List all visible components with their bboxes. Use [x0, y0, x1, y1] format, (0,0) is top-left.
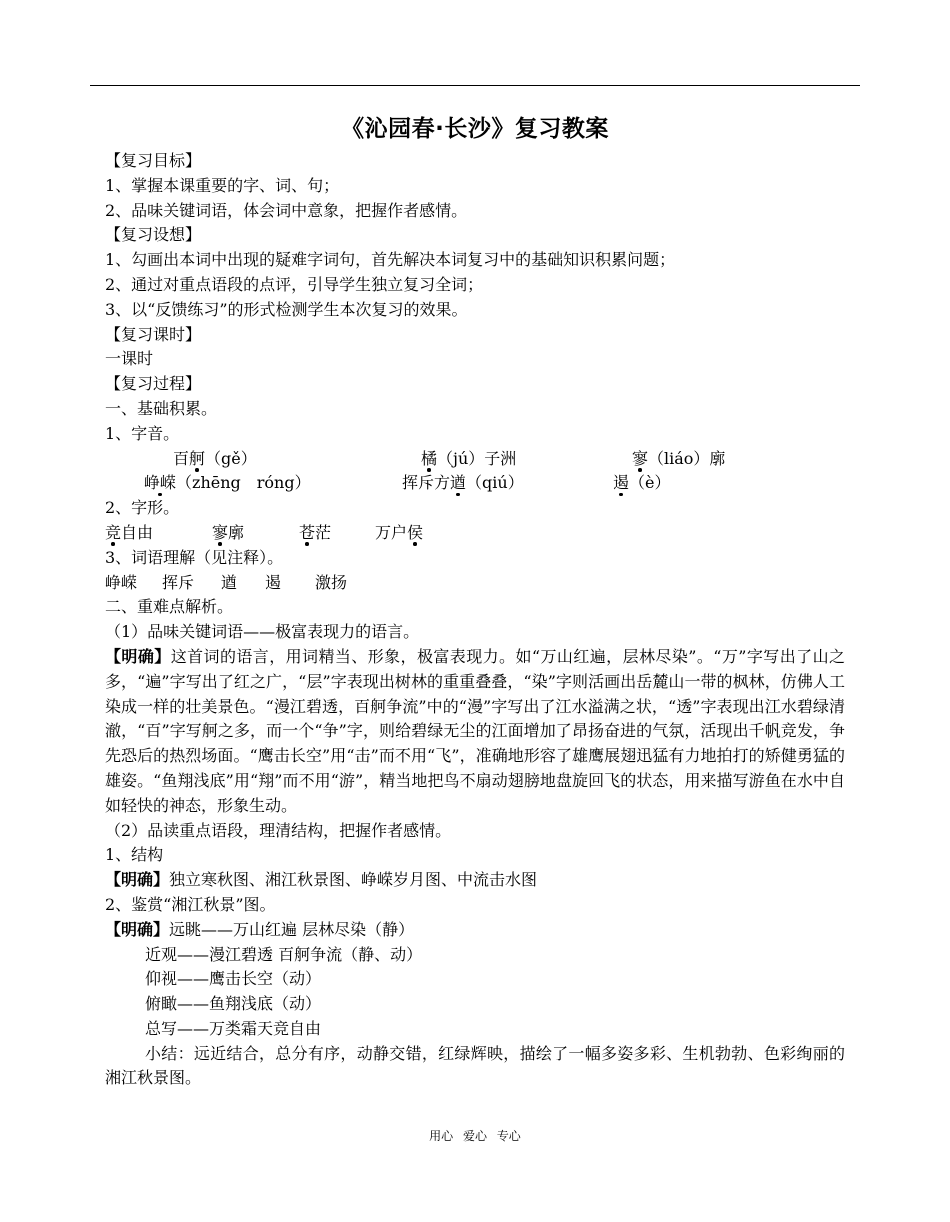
- subheading: 1、结构: [105, 845, 164, 865]
- vocabulary-word: 挥斥: [162, 572, 195, 592]
- question-heading: （1）品味关键词语——极富表现力的语言。: [105, 622, 420, 642]
- part-heading: 一、基础积累。: [105, 398, 218, 418]
- vocabulary-word: 遏: [265, 572, 282, 592]
- subheading: 3、词语理解（见注释）。: [105, 547, 284, 567]
- vocabulary-word: 激扬: [315, 572, 348, 592]
- lesson-count: 一课时: [105, 349, 154, 369]
- answer-line: 【明确】远眺——万山红遍 层林尽染（静）: [105, 919, 415, 939]
- goal-item: 2、品味关键词语，体会词中意象，把握作者感情。: [105, 200, 468, 220]
- view-line: 仰视——鹰击长空（动）: [145, 969, 322, 989]
- section-heading: 【复习过程】: [105, 374, 202, 394]
- subheading: 2、鉴赏“湘江秋景”图。: [105, 894, 276, 914]
- character-form-item: 竞自由: [105, 522, 154, 542]
- plan-item: 1、勾画出本词中出现的疑难字词句，首先解决本词复习中的基础知识积累问题；: [105, 250, 676, 270]
- subheading: 2、字形。: [105, 498, 180, 518]
- character-form-item: 万户侯: [375, 522, 424, 542]
- character-form-item: 寥廓: [212, 522, 245, 542]
- pronunciation-item: 寥（liáo）廓: [632, 448, 726, 468]
- pronunciation-row: [105, 471, 845, 496]
- pronunciation-item: 峥嵘（zhēng róng）: [144, 473, 311, 493]
- character-form-item: 苍茫: [299, 522, 332, 542]
- pronunciation-item: 百舸（gě）: [173, 448, 257, 468]
- pronunciation-item: 遏（è）: [613, 473, 671, 493]
- section-heading: 【复习目标】: [105, 151, 202, 170]
- vocabulary-word: 遒: [221, 572, 238, 592]
- view-line: 俯瞰——鱼翔浅底（动）: [145, 994, 322, 1014]
- subheading: 1、字音。: [105, 423, 180, 443]
- pronunciation-item: 挥斥方遒（qiú）: [402, 473, 524, 493]
- analysis-paragraph: 【明确】这首词的语言，用词精当、形象，极富表现力。如“万山红遍，层林尽染”。“万”字写出了山之多，“遍”字写出了红之广，“层”字表现出树林的重重叠叠，“染”字则活画出岳麓山一带的枫林，仿佛人工染成一样的壮美景色。“漫江碧透，百舸争流”中的“漫”字写出了江水溢满之状，“透”字表现出江水碧绿清澈，“百”字写舸之多，而一个“争”字，则给碧绿无尘的江面增加了昂扬奋进的气氛，活现出千帆竞发，争先恐后的热烈场面。“鹰击长空”用“击”而不用“飞”，准确地形容了雄鹰展翅迅猛有力地拍打的矫健勇猛的雄姿。“鱼翔浅底”用“翔”而不用“游”，精当地把鸟不扇动翅膀地盘旋回飞的状态，用来描写游鱼在水中自如轻快的神态，形象生动。: [105, 646, 845, 815]
- vocabulary-row: [105, 571, 845, 596]
- question-heading: （2）品读重点语段，理清结构，把握作者感情。: [105, 820, 452, 840]
- pronunciation-row: [105, 447, 845, 472]
- section-heading: 【复习课时】: [105, 324, 202, 344]
- goal-item: 1、掌握本课重要的字、词、句；: [105, 175, 340, 195]
- character-form-row: [105, 521, 845, 546]
- part-heading: 二、重难点解析。: [105, 597, 234, 617]
- answer-line: 【明确】独立寒秋图、湘江秋景图、峥嵘岁月图、中流击水图: [105, 870, 538, 890]
- section-heading: 【复习设想】: [105, 225, 202, 245]
- header-rule: [90, 85, 860, 86]
- pronunciation-item: 橘（jú）子洲: [421, 448, 517, 468]
- view-line: 近观——漫江碧透 百舸争流（静、动）: [145, 944, 423, 964]
- page-footer: 用心 爱心 专心: [429, 1129, 521, 1143]
- plan-item: 3、以“反馈练习”的形式检测学生本次复习的效果。: [105, 299, 468, 319]
- summary-paragraph: 小结：远近结合，总分有序，动静交错，红绿辉映，描绘了一幅多姿多彩、生机勃勃、色彩绚丽的湘江秋景图。: [105, 1043, 845, 1088]
- plan-item: 2、通过对重点语段的点评，引导学生独立复习全词；: [105, 274, 484, 294]
- view-line: 总写——万类霜天竞自由: [145, 1018, 322, 1038]
- page-title: 《沁园春·长沙》复习教案: [341, 116, 609, 142]
- document-body: [105, 149, 845, 1091]
- vocabulary-word: 峥嵘: [105, 572, 138, 592]
